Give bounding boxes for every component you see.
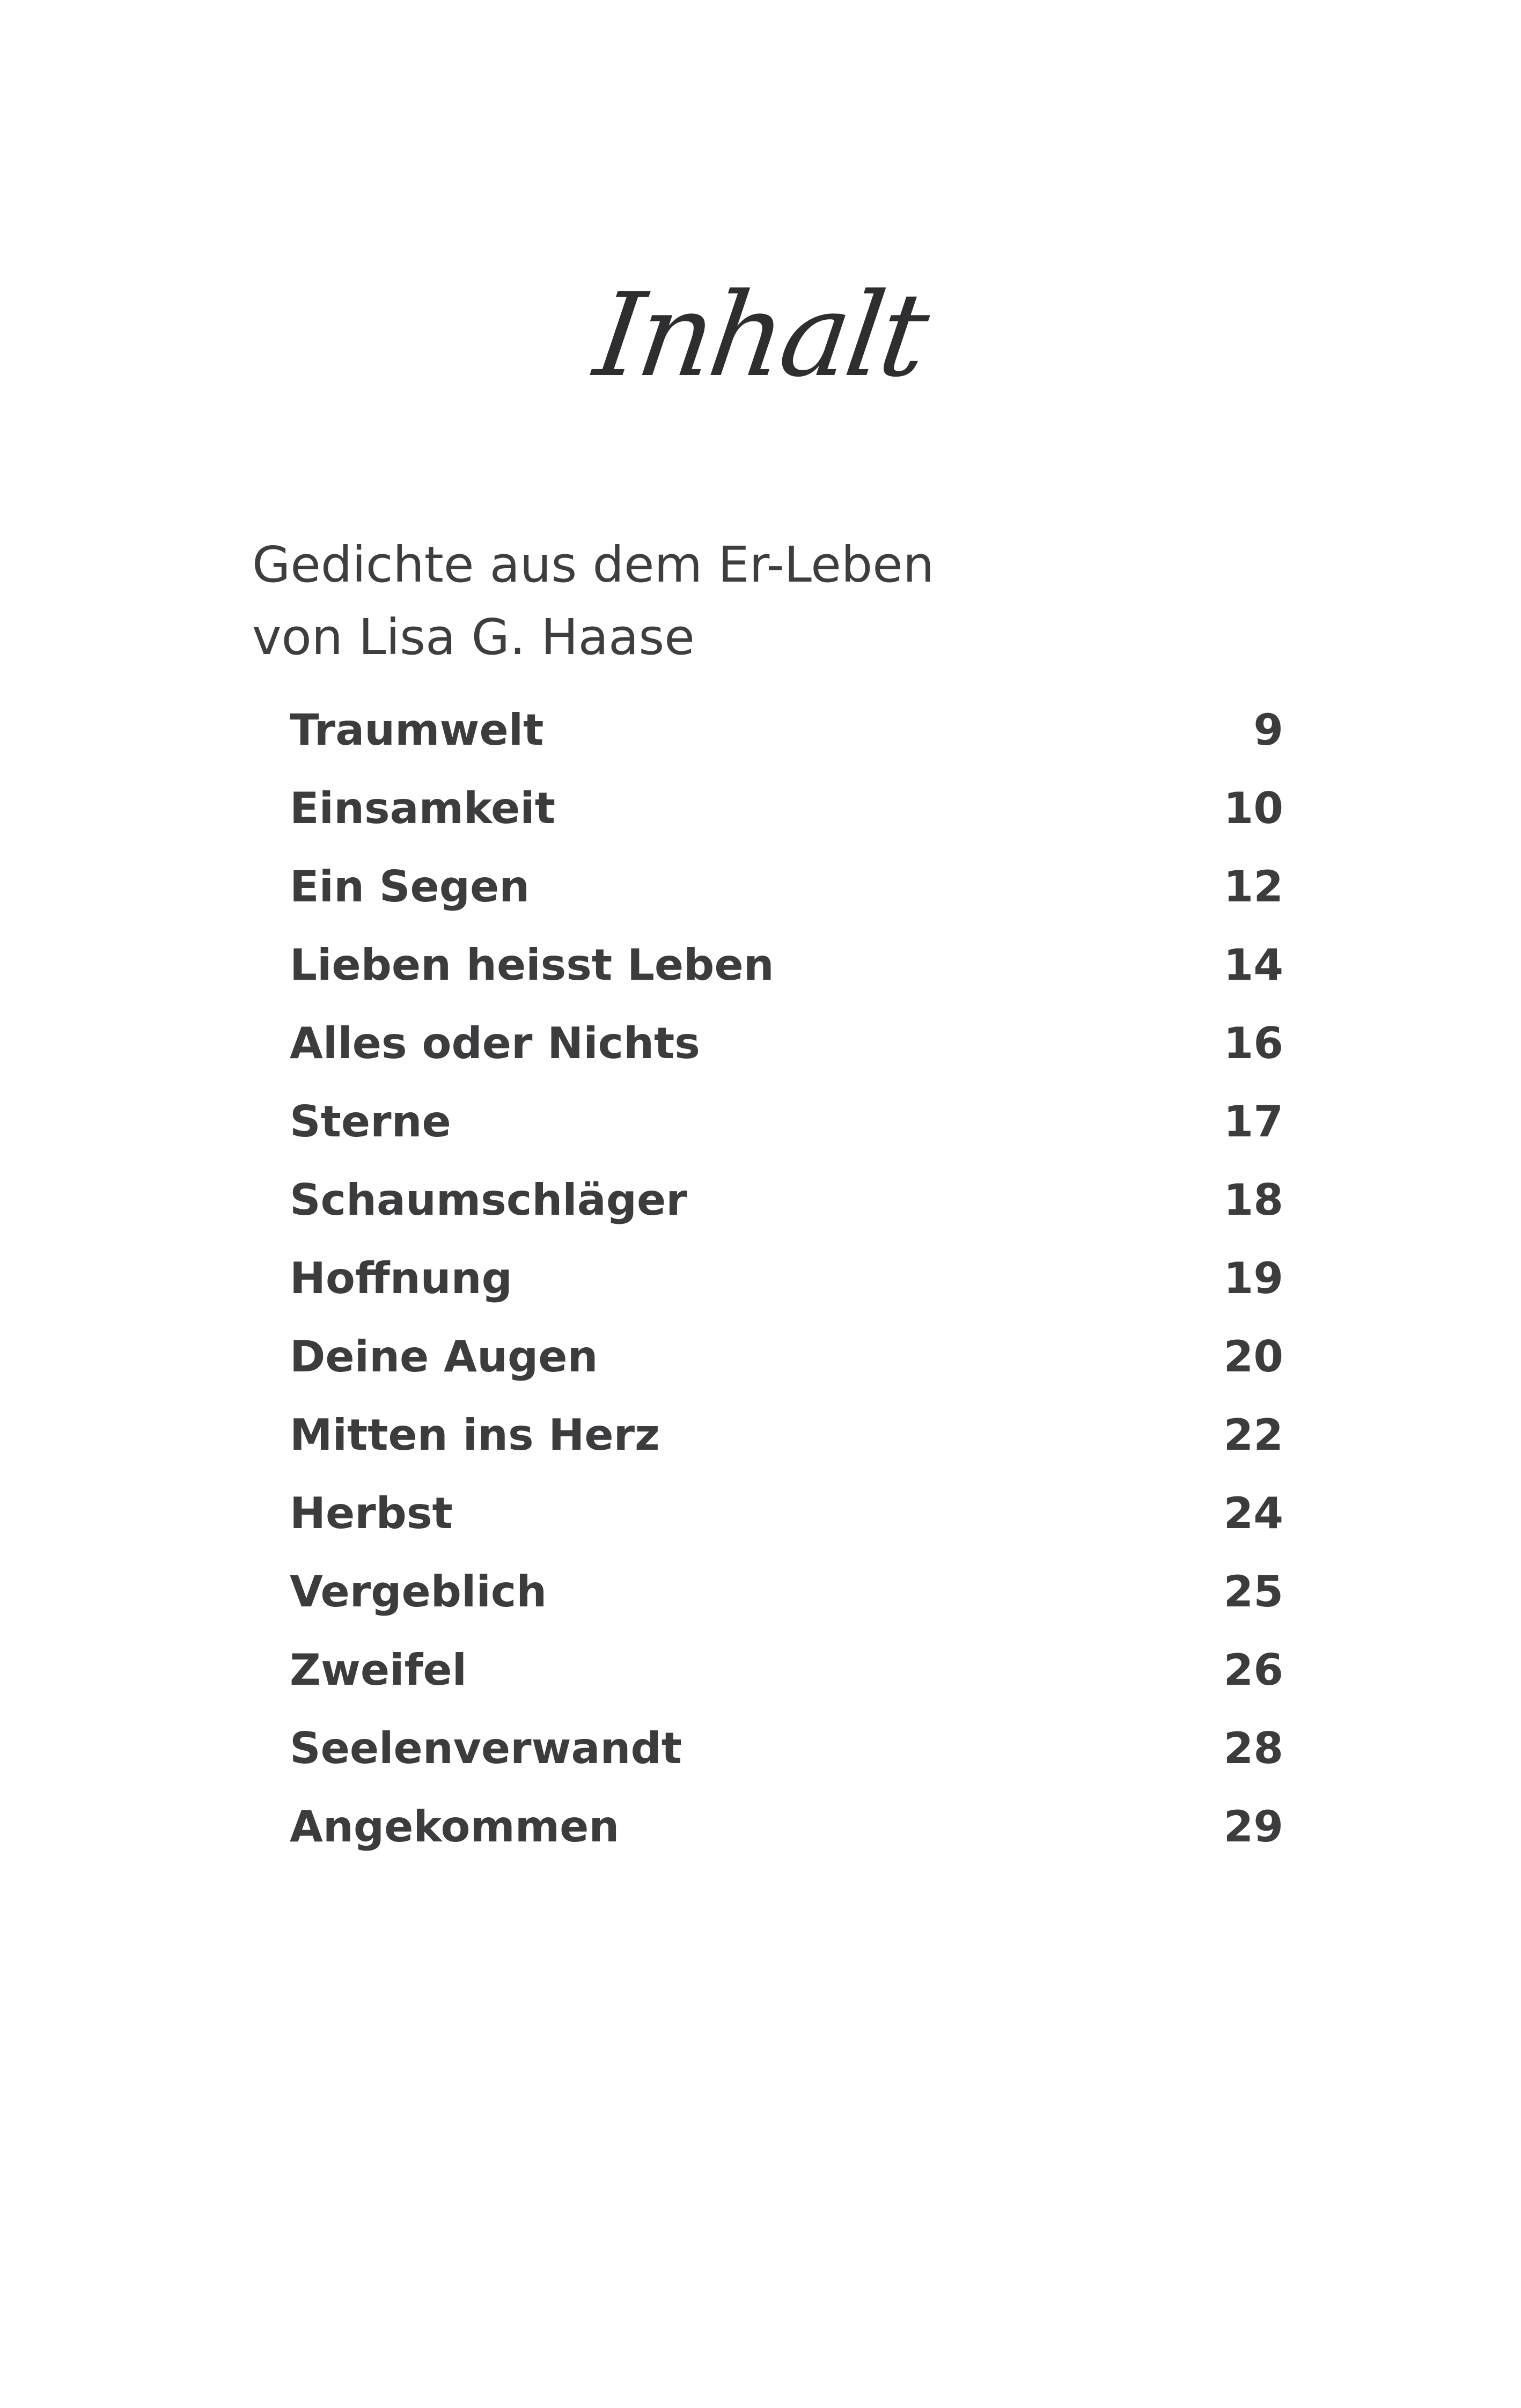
toc-entry[interactable]: [290, 1631, 1283, 1709]
toc-entry-title: Schaumschläger: [290, 1175, 687, 1225]
toc-entry[interactable]: [290, 1083, 1283, 1161]
table-of-contents: [290, 691, 1283, 1866]
toc-entry-page: 12: [1223, 862, 1283, 912]
toc-entry[interactable]: [290, 1004, 1283, 1083]
toc-entry-page: 24: [1223, 1488, 1283, 1538]
toc-entry[interactable]: [290, 926, 1283, 1004]
toc-entry-title: Angekommen: [290, 1802, 620, 1852]
toc-entry-page: 9: [1253, 705, 1283, 755]
toc-entry-page: 19: [1223, 1253, 1283, 1303]
toc-entry-page: 14: [1223, 940, 1283, 990]
toc-entry-title: Lieben heisst Leben: [290, 940, 774, 990]
toc-entry[interactable]: [290, 691, 1283, 769]
toc-entry[interactable]: [290, 1318, 1283, 1396]
page-title: Inhalt: [587, 268, 934, 402]
toc-entry-title: Hoffnung: [290, 1253, 512, 1303]
toc-entry-title: Mitten ins Herz: [290, 1410, 660, 1460]
toc-entry-title: Sterne: [290, 1097, 451, 1147]
toc-entry-page: 26: [1223, 1645, 1283, 1695]
toc-entry-page: 20: [1223, 1332, 1283, 1382]
toc-entry[interactable]: [290, 1396, 1283, 1474]
toc-entry-page: 29: [1223, 1802, 1283, 1852]
toc-entry[interactable]: [290, 1161, 1283, 1239]
toc-entry[interactable]: [290, 1474, 1283, 1553]
toc-entry-page: 25: [1223, 1567, 1283, 1617]
toc-entry[interactable]: [290, 1709, 1283, 1788]
toc-entry-page: 28: [1223, 1723, 1283, 1773]
toc-entry-page: 18: [1223, 1175, 1283, 1225]
section-heading: [252, 528, 934, 673]
toc-entry[interactable]: [290, 848, 1283, 926]
toc-entry[interactable]: [290, 769, 1283, 848]
toc-entry-page: 22: [1223, 1410, 1283, 1460]
toc-entry-page: 17: [1223, 1097, 1283, 1147]
toc-entry-title: Alles oder Nichts: [290, 1018, 700, 1068]
toc-entry-page: 16: [1223, 1018, 1283, 1068]
toc-entry-page: 10: [1223, 783, 1283, 833]
toc-entry-title: Traumwelt: [290, 705, 544, 755]
toc-entry-title: Seelenverwandt: [290, 1723, 682, 1773]
toc-entry-title: Deine Augen: [290, 1332, 598, 1382]
toc-entry-title: Zweifel: [290, 1645, 467, 1695]
toc-entry[interactable]: [290, 1788, 1283, 1866]
toc-entry[interactable]: [290, 1553, 1283, 1631]
section-heading-line-2: von Lisa G. Haase: [252, 608, 695, 666]
section-heading-line-1: Gedichte aus dem Er-Leben: [252, 536, 935, 593]
toc-entry[interactable]: [290, 1239, 1283, 1318]
toc-entry-title: Einsamkeit: [290, 783, 555, 833]
toc-entry-title: Ein Segen: [290, 862, 530, 912]
toc-entry-title: Vergeblich: [290, 1567, 547, 1617]
toc-entry-title: Herbst: [290, 1488, 453, 1538]
